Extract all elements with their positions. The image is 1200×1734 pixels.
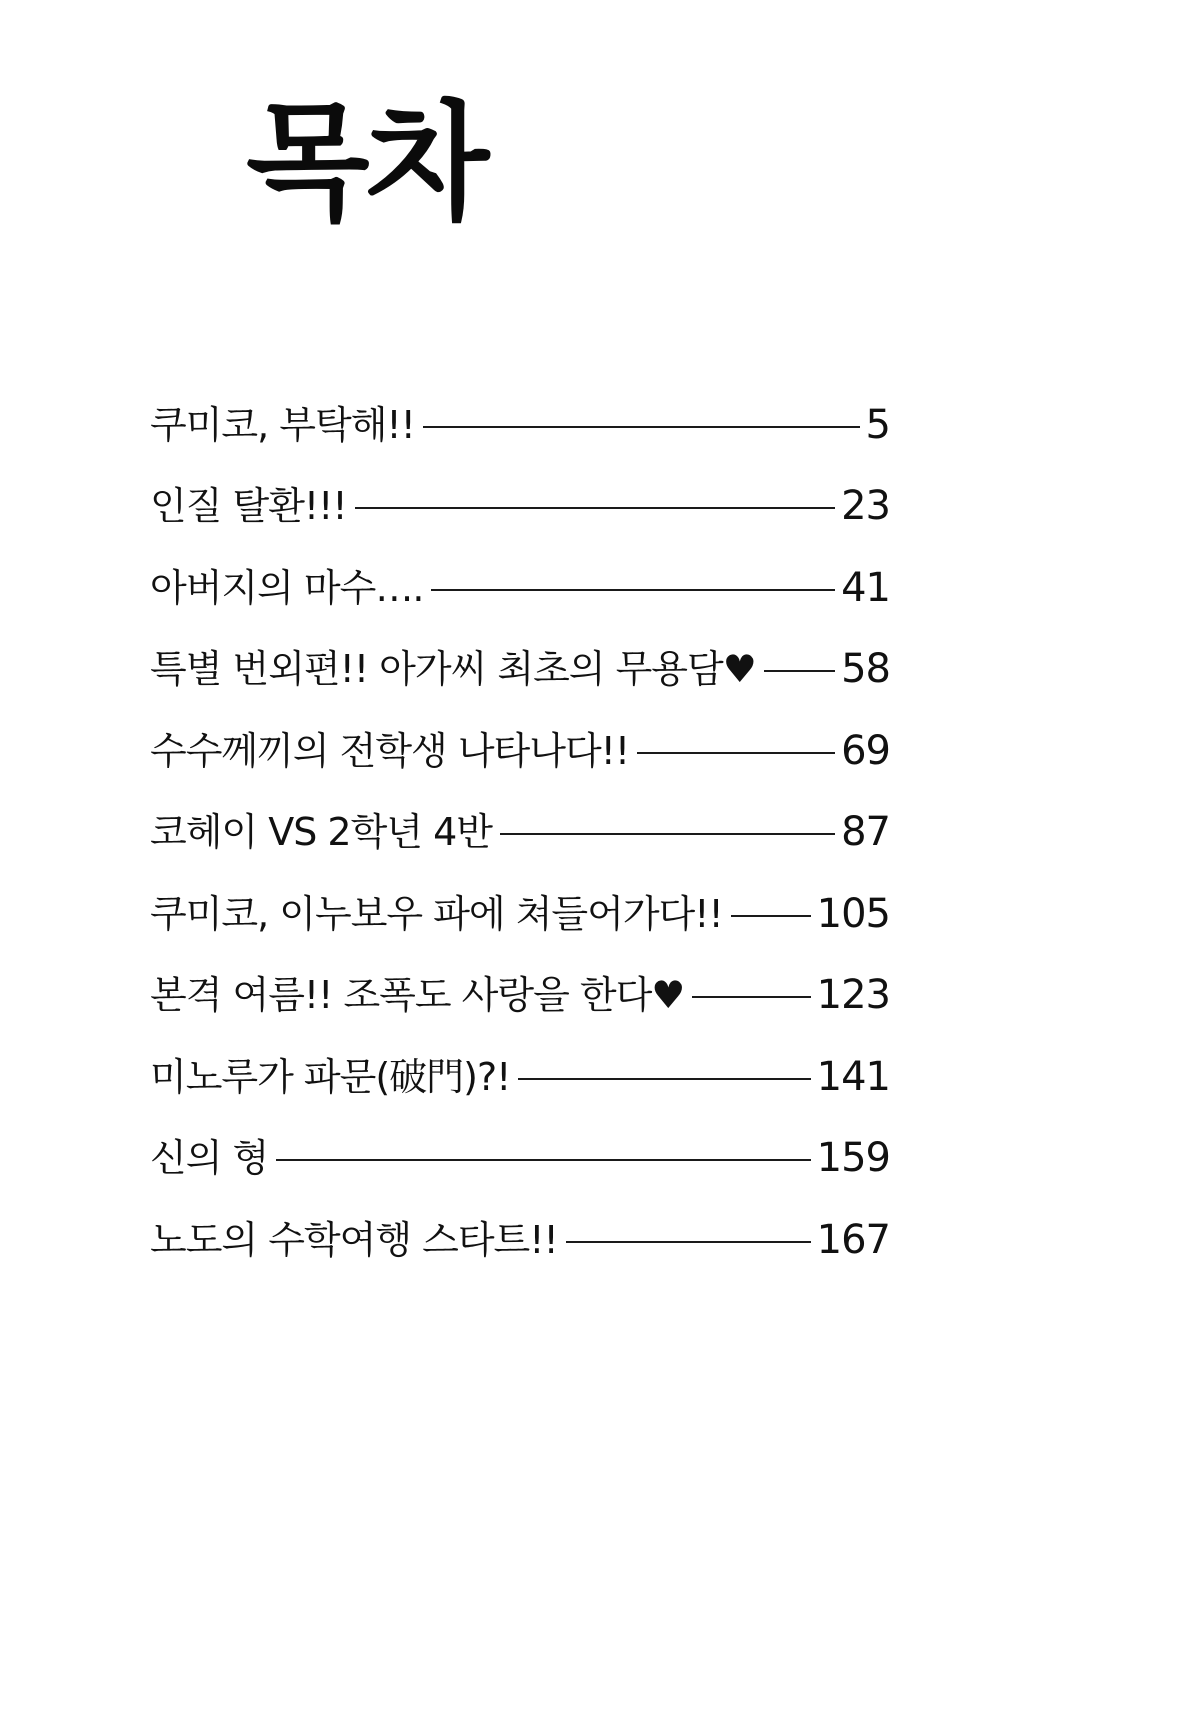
toc-entry-page: 58 xyxy=(841,646,890,693)
toc-entry-page: 141 xyxy=(816,1053,890,1100)
toc-entry-title: 아버지의 마수…. xyxy=(150,565,424,610)
toc-leader-line xyxy=(423,426,860,428)
toc-leader-line xyxy=(276,1159,810,1161)
toc-leader-line xyxy=(355,507,835,509)
toc-entry xyxy=(150,710,890,792)
toc-entry xyxy=(150,1118,890,1200)
toc-entry-title: 특별 번외편!! 아가씨 최초의 무용담♥ xyxy=(150,647,756,692)
toc-entry xyxy=(150,384,890,466)
toc-entry-title: 수수께끼의 전학생 나타나다!! xyxy=(150,728,630,773)
table-of-contents xyxy=(150,384,890,1281)
toc-entry-page: 87 xyxy=(841,809,890,856)
toc-entry xyxy=(150,466,890,548)
toc-leader-line xyxy=(637,752,835,754)
toc-leader-line xyxy=(731,915,811,917)
toc-entry xyxy=(150,1036,890,1118)
toc-entry-page: 167 xyxy=(816,1216,890,1263)
toc-entry-title: 코헤이 VS 2학년 4반 xyxy=(150,810,492,855)
toc-entry xyxy=(150,792,890,874)
toc-entry xyxy=(150,547,890,629)
toc-entry-page: 159 xyxy=(816,1135,890,1182)
toc-entry-title: 쿠미코, 부탁해!! xyxy=(150,402,415,447)
toc-entry-title: 노도의 수학여행 스타트!! xyxy=(150,1217,558,1262)
toc-entry xyxy=(150,1199,890,1281)
toc-leader-line xyxy=(431,589,835,591)
toc-entry xyxy=(150,955,890,1037)
toc-entry-page: 23 xyxy=(841,483,890,530)
toc-entry-title: 본격 여름!! 조폭도 사랑을 한다♥ xyxy=(150,973,685,1018)
toc-entry-title: 인질 탈환!!! xyxy=(150,484,347,529)
toc-entry-title: 쿠미코, 이누보우 파에 쳐들어가다!! xyxy=(150,891,723,936)
toc-entry-title: 신의 형 xyxy=(150,1136,269,1181)
toc-leader-line xyxy=(518,1078,810,1080)
toc-leader-line xyxy=(764,670,835,672)
page-title: 목차 xyxy=(246,89,486,238)
toc-entry-page: 105 xyxy=(816,890,890,937)
toc-entry-page: 41 xyxy=(841,564,890,611)
toc-leader-line xyxy=(692,996,810,998)
toc-leader-line xyxy=(566,1241,811,1243)
toc-entry-title: 미노루가 파문(破門)?! xyxy=(150,1054,511,1099)
toc-entry xyxy=(150,873,890,955)
toc-entry-page: 69 xyxy=(841,727,890,774)
toc-entry-page: 5 xyxy=(865,401,890,448)
toc-entry xyxy=(150,629,890,711)
toc-entry-page: 123 xyxy=(816,972,890,1019)
toc-leader-line xyxy=(500,833,835,835)
